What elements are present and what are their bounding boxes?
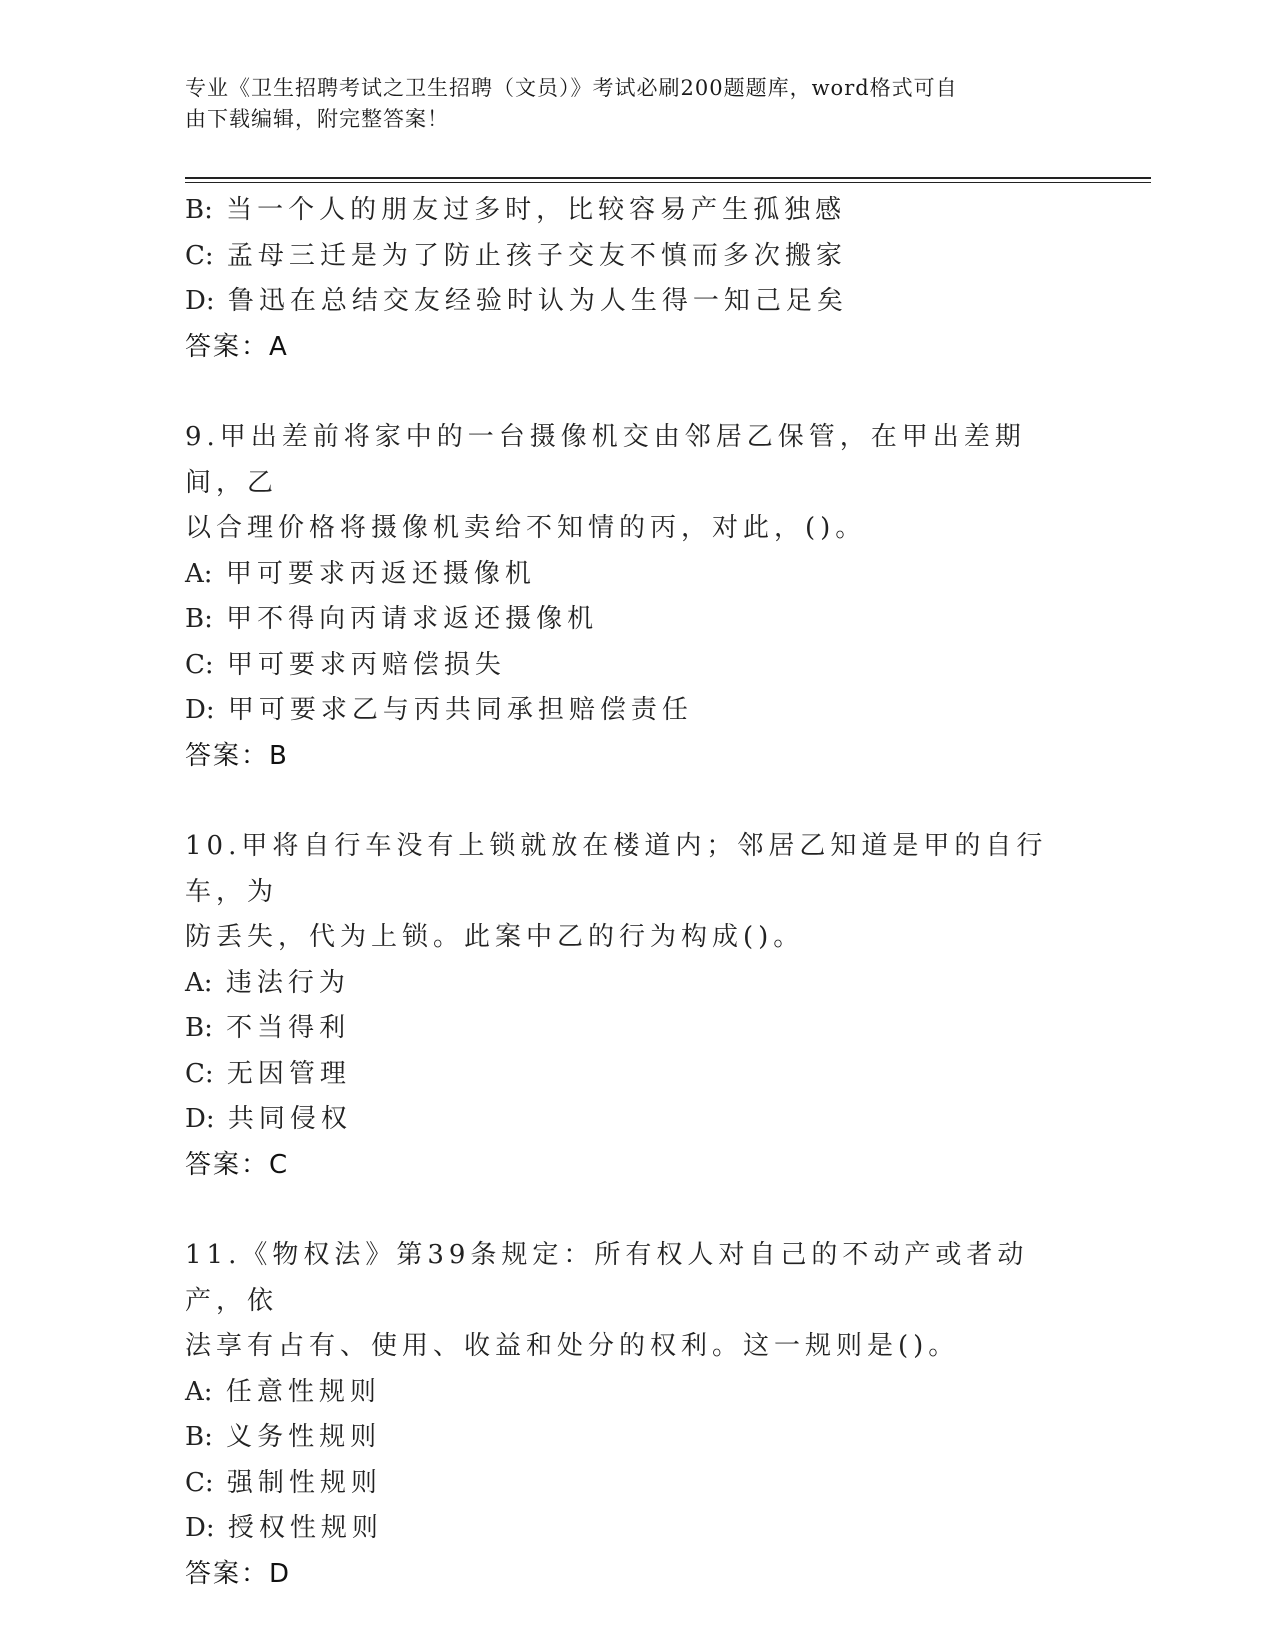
option-text: 强制性规则 [226,1467,382,1498]
document-header [185,73,1075,135]
option-text: 甲可要求乙与丙共同承担赔偿责任 [227,695,693,725]
option-text: 不当得利 [226,1013,351,1043]
answer-line: 答案：A [185,331,289,362]
option-b: B: 当一个人的朋友过多时，比较容易产生孤独感 [185,195,847,225]
option-text: 甲不得向丙请求返还摄像机 [226,604,599,634]
option-b: B: 不当得利 [185,1013,351,1043]
question-stem-line: 11.《物权法》第39条规定：所有权人对自己的不动产或者动产，依 [185,1240,1029,1316]
option-text: 任意性规则 [225,1376,381,1407]
question-list [185,188,1085,1597]
option-text: 无因管理 [226,1058,351,1089]
option-c: C: 强制性规则 [185,1467,382,1498]
option-text: 当一个人的朋友过多时，比较容易产生孤独感 [226,195,847,225]
option-text: 义务性规则 [226,1422,382,1452]
spacer [185,779,1085,824]
question-block-continued [185,188,1085,370]
question-stem-line: 10.甲将自行车没有上锁就放在楼道内；邻居乙知道是甲的自行车，为 [185,831,1048,907]
option-text: 鲁迅在总结交友经验时认为人生得一知己足矣 [227,286,848,316]
answer-line: 答案：D [185,1558,292,1589]
answer-line: 答案：B [185,740,289,771]
question-stem-line: 以合理价格将摄像机卖给不知情的丙，对此，()。 [185,513,867,543]
option-c: C: 甲可要求丙赔偿损失 [185,649,506,680]
header-divider-thin [185,182,1151,183]
option-d: D: 共同侵权 [185,1104,352,1134]
option-d: D: 授权性规则 [185,1513,383,1543]
option-a: A: 任意性规则 [185,1376,381,1407]
header-divider-thick [185,177,1151,179]
option-a: A: 违法行为 [185,967,350,998]
option-b: B: 甲不得向丙请求返还摄像机 [185,604,599,634]
question-block-10 [185,824,1085,1188]
question-stem-line: 9.甲出差前将家中的一台摄像机交由邻居乙保管，在甲出差期间，乙 [185,422,1026,498]
header-line-1: 专业《卫生招聘考试之卫生招聘（文员）》考试必刷200题题库，word格式可自 [185,76,958,100]
option-d: D: 鲁迅在总结交友经验时认为人生得一知己足矣 [185,286,848,316]
question-block-11 [185,1233,1085,1597]
option-d: D: 甲可要求乙与丙共同承担赔偿责任 [185,695,693,725]
option-text: 孟母三迁是为了防止孩子交友不慎而多次搬家 [226,240,847,271]
header-line-2: 由下载编辑，附完整答案！ [185,107,449,131]
spacer [185,1188,1085,1233]
option-text: 授权性规则 [227,1513,383,1543]
question-stem-line: 法享有占有、使用、收益和处分的权利。这一规则是()。 [185,1331,960,1361]
spacer [185,370,1085,415]
option-text: 共同侵权 [227,1104,352,1134]
option-b: B: 义务性规则 [185,1422,382,1452]
option-a: A: 甲可要求丙返还摄像机 [185,558,536,589]
option-c: C: 无因管理 [185,1058,351,1089]
answer-line: 答案：C [185,1149,290,1180]
question-block-9 [185,415,1085,779]
option-text: 甲可要求丙返还摄像机 [225,558,536,589]
option-text: 违法行为 [225,967,350,998]
option-text: 甲可要求丙赔偿损失 [226,649,506,680]
question-stem-line: 防丢失，代为上锁。此案中乙的行为构成()。 [185,922,805,952]
option-c: C: 孟母三迁是为了防止孩子交友不慎而多次搬家 [185,240,847,271]
